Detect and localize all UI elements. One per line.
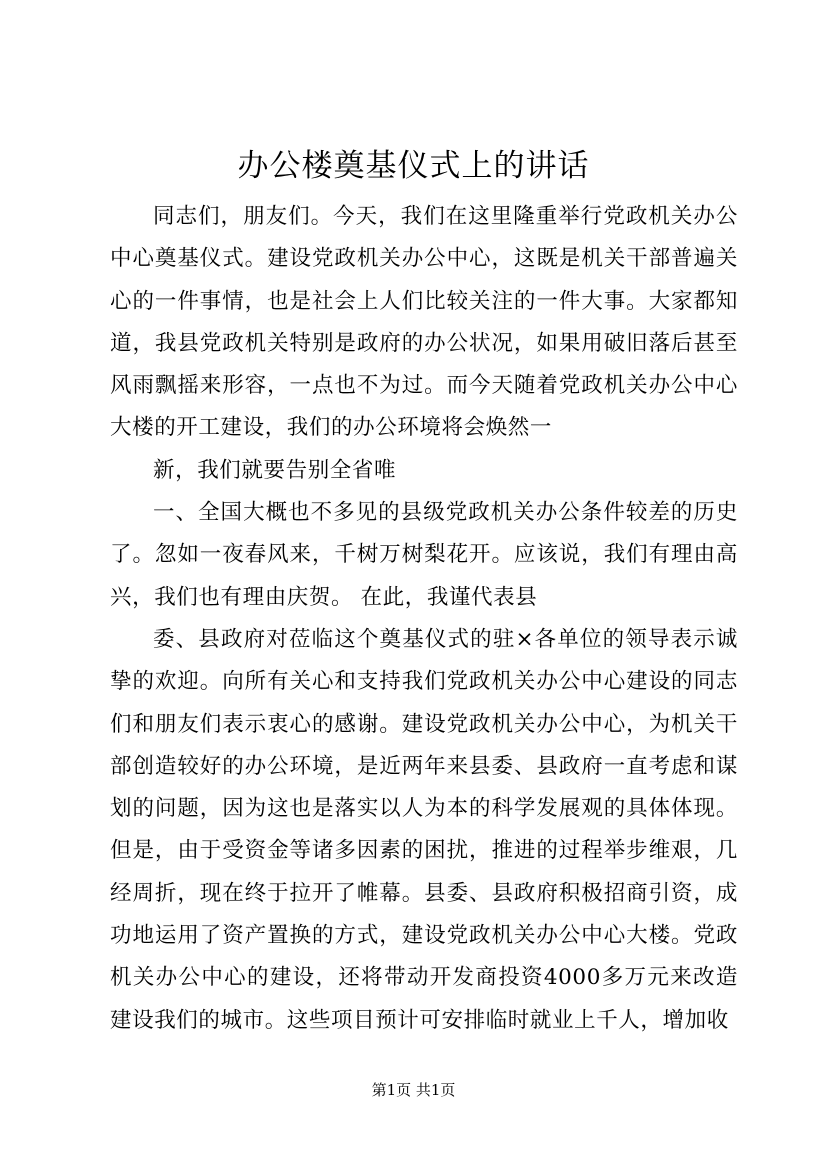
paragraph: 委、县政府对莅临这个奠基仪式的驻×各单位的领导表示诚挚的欢迎。向所有关心和支持我们党政机关办公中心建设的同志们和朋友们表示衷心的感谢。建设党政机关办公中心，为机关干部创造较好的办公环境，是近两年来县委、县政府一直考虑和谋划的问题，因为这也是落实以人为本的科学发展观的具体体现。但是，由于受资金等诸多因素的困扰，推进的过程举步维艰，几经周折，现在终于拉开了帷幕。县委、县政府积极招商引资，成功地运用了资产置换的方式，建设党政机关办公中心大楼。党政机关办公中心的建设，还将带动开发商投资4000多万元来改造建设我们的城市。这些项目预计可安排临时就业上千人，增加收 xyxy=(110,626,738,1033)
paragraph: 新，我们就要告别全省唯 xyxy=(153,457,397,483)
paragraph: 同志们，朋友们。今天，我们在这里隆重举行党政机关办公中心奠基仪式。建设党政机关办公中心，这既是机关干部普遍关心的一件事情，也是社会上人们比较关注的一件大事。大家都知道，我县党政机关特别是政府的办公状况，如果用破旧落后甚至风雨飘摇来形容，一点也不为过。而今天随着党政机关办公中心大楼的开工建设，我们的办公环境将会焕然一 xyxy=(110,204,738,441)
page-footer: 第1页 共1页 xyxy=(371,1081,456,1099)
paragraph: 一、全国大概也不多见的县级党政机关办公条件较差的历史了。忽如一夜春风来，千树万树梨花开。应该说，我们有理由高兴，我们也有理由庆贺。 在此，我谨代表县 xyxy=(110,500,738,610)
page-title: 办公楼奠基仪式上的讲话 xyxy=(237,148,590,184)
document-body xyxy=(110,196,738,1042)
